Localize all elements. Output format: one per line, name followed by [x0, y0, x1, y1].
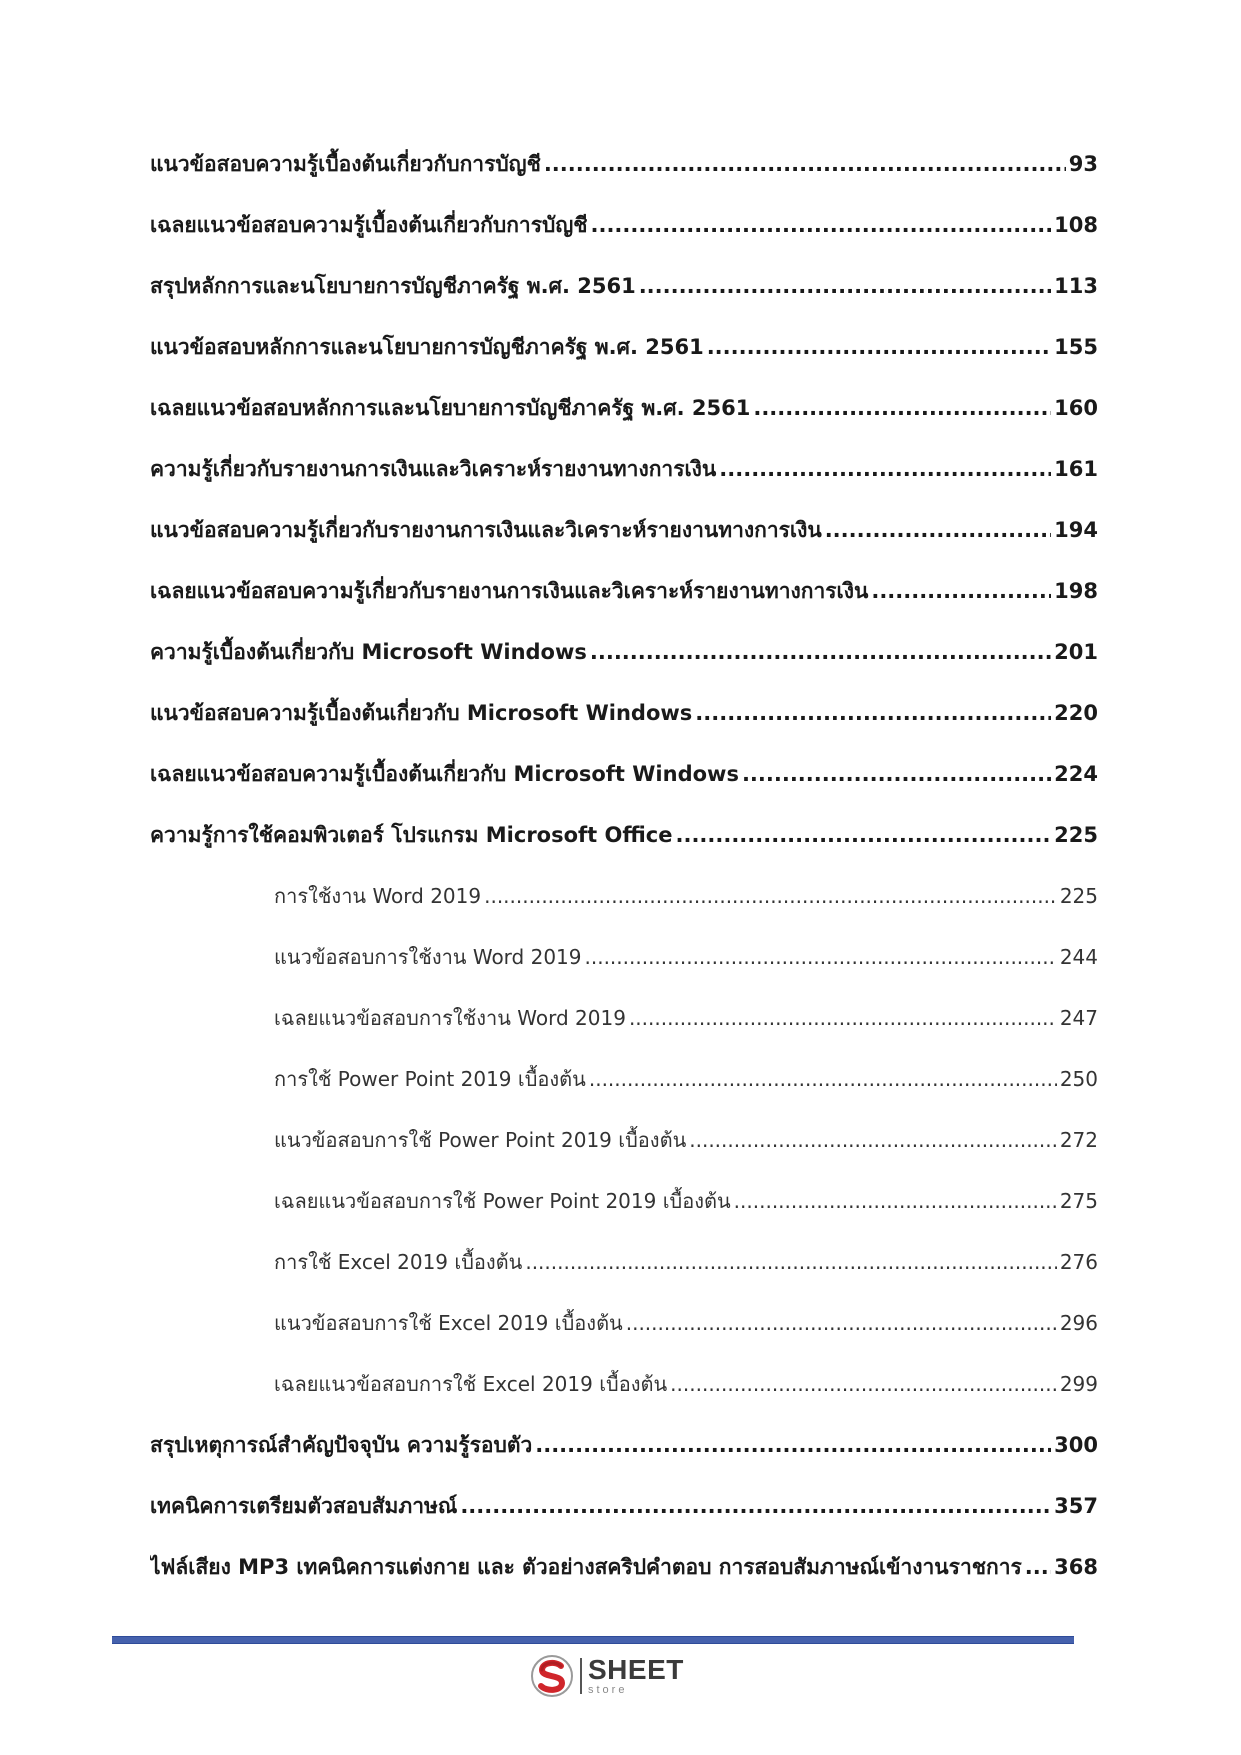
- toc-entry[interactable]: [150, 331, 1098, 392]
- toc-entry-page: 300: [1054, 1433, 1098, 1457]
- sheet-store-logo: [530, 1652, 684, 1700]
- toc-subentry-page: 244: [1059, 945, 1098, 969]
- toc-dot-leader: [719, 457, 1051, 481]
- toc-entry-page: 194: [1054, 518, 1098, 542]
- toc-subentry[interactable]: [150, 880, 1098, 941]
- toc-subentry-page: 225: [1059, 884, 1098, 908]
- toc-entry[interactable]: [150, 1429, 1098, 1490]
- toc-subentry-title: เฉลยแนวข้อสอบการใช้งาน Word 2019: [274, 1006, 626, 1030]
- toc-entry[interactable]: [150, 392, 1098, 453]
- toc-entry[interactable]: [150, 148, 1098, 209]
- toc-subentry[interactable]: [150, 1368, 1098, 1429]
- sheet-store-s-logo-icon: [530, 1654, 574, 1698]
- toc-dot-leader: [670, 1372, 1057, 1396]
- toc-entry-title: ความรู้เบื้องต้นเกี่ยวกับ Microsoft Windows: [150, 640, 587, 664]
- toc-dot-leader: [590, 213, 1051, 237]
- toc-entry[interactable]: [150, 758, 1098, 819]
- toc-dot-leader: [734, 1189, 1057, 1213]
- toc-entry-page: 155: [1054, 335, 1098, 359]
- toc-entry-title: เฉลยแนวข้อสอบความรู้เบื้องต้นเกี่ยวกับ Microsoft Windows: [150, 762, 739, 786]
- toc-entry[interactable]: [150, 819, 1098, 880]
- logo-text: [588, 1656, 684, 1696]
- toc-entry-page: 357: [1054, 1494, 1098, 1518]
- toc-subentry-page: 276: [1059, 1250, 1098, 1274]
- toc-entry-title: ความรู้การใช้คอมพิวเตอร์ โปรแกรม Microsoft Office: [150, 823, 673, 847]
- toc-entry-page: 224: [1054, 762, 1098, 786]
- toc-entry-title: แนวข้อสอบความรู้เบื้องต้นเกี่ยวกับ Microsoft Windows: [150, 701, 693, 725]
- toc-subentry-page: 296: [1059, 1311, 1098, 1335]
- toc-entry-page: 225: [1054, 823, 1098, 847]
- toc-dot-leader: [742, 762, 1051, 786]
- toc-subentry[interactable]: [150, 1246, 1098, 1307]
- toc-entry-title: เฉลยแนวข้อสอบหลักการและนโยบายการบัญชีภาครัฐ พ.ศ. 2561: [150, 396, 751, 420]
- logo-subtext: store: [588, 1684, 628, 1696]
- toc-subentry[interactable]: [150, 1307, 1098, 1368]
- toc-subentry-page: 275: [1059, 1189, 1098, 1213]
- toc-subentry-title: การใช้ Power Point 2019 เบื้องต้น: [274, 1067, 586, 1091]
- toc-subentry[interactable]: [150, 1124, 1098, 1185]
- table-of-contents: [150, 148, 1098, 1612]
- toc-entry-page: 161: [1054, 457, 1098, 481]
- toc-entry-title: สรุปหลักการและนโยบายการบัญชีภาครัฐ พ.ศ. 2561: [150, 274, 636, 298]
- toc-entry[interactable]: [150, 514, 1098, 575]
- toc-entry-title: ไฟล์เสียง MP3 เทคนิคการแต่งกาย และ ตัวอย่างสคริปคำตอบ การสอบสัมภาษณ์เข้างานราชการ: [150, 1555, 1022, 1579]
- toc-entry[interactable]: [150, 575, 1098, 636]
- toc-dot-leader: [825, 518, 1051, 542]
- footer-divider: [112, 1636, 1074, 1644]
- toc-subentry[interactable]: [150, 1002, 1098, 1063]
- toc-subentry[interactable]: [150, 1063, 1098, 1124]
- toc-entry-page: 201: [1054, 640, 1098, 664]
- toc-entry-title: แนวข้อสอบความรู้เบื้องต้นเกี่ยวกับการบัญชี: [150, 152, 541, 176]
- toc-entry[interactable]: [150, 453, 1098, 514]
- toc-entry-title: แนวข้อสอบความรู้เกี่ยวกับรายงานการเงินและวิเคราะห์รายงานทางการเงิน: [150, 518, 822, 542]
- toc-subentry[interactable]: [150, 1185, 1098, 1246]
- toc-entry[interactable]: [150, 270, 1098, 331]
- toc-entry-page: 113: [1054, 274, 1098, 298]
- toc-entry-title: ความรู้เกี่ยวกับรายงานการเงินและวิเคราะห์รายงานทางการเงิน: [150, 457, 717, 481]
- toc-entry-page: 93: [1068, 152, 1098, 176]
- toc-subentry-title: การใช้งาน Word 2019: [274, 884, 482, 908]
- toc-dot-leader: [484, 884, 1057, 908]
- toc-dot-leader: [590, 640, 1051, 664]
- logo-divider: [580, 1658, 582, 1694]
- toc-dot-leader: [460, 1494, 1051, 1518]
- toc-dot-leader: [535, 1433, 1051, 1457]
- toc-dot-leader: [525, 1250, 1056, 1274]
- toc-dot-leader: [695, 701, 1051, 725]
- toc-entry-title: สรุปเหตุการณ์สำคัญปัจจุบัน ความรู้รอบตัว: [150, 1433, 533, 1457]
- toc-entry-title: เทคนิคการเตรียมตัวสอบสัมภาษณ์: [150, 1494, 458, 1518]
- toc-dot-leader: [626, 1311, 1057, 1335]
- toc-entry-title: เฉลยแนวข้อสอบความรู้เกี่ยวกับรายงานการเงินและวิเคราะห์รายงานทางการเงิน: [150, 579, 869, 603]
- toc-dot-leader: [585, 945, 1057, 969]
- toc-entry-page: 220: [1054, 701, 1098, 725]
- toc-entry[interactable]: [150, 1551, 1098, 1612]
- toc-entry-page: 198: [1054, 579, 1098, 603]
- toc-entry[interactable]: [150, 697, 1098, 758]
- toc-dot-leader: [629, 1006, 1057, 1030]
- toc-subentry-title: แนวข้อสอบการใช้ Power Point 2019 เบื้องต้น: [274, 1128, 687, 1152]
- logo-wordmark: SHEET: [588, 1654, 684, 1685]
- toc-entry[interactable]: [150, 209, 1098, 270]
- toc-subentry-page: 299: [1059, 1372, 1098, 1396]
- toc-dot-leader: [639, 274, 1051, 298]
- toc-entry-page: 368: [1054, 1555, 1098, 1579]
- toc-dot-leader: [589, 1067, 1057, 1091]
- toc-dot-leader: [544, 152, 1066, 176]
- toc-entry[interactable]: [150, 1490, 1098, 1551]
- toc-entry-page: 108: [1054, 213, 1098, 237]
- toc-dot-leader: [753, 396, 1051, 420]
- toc-subentry-title: การใช้ Excel 2019 เบื้องต้น: [274, 1250, 523, 1274]
- toc-entry[interactable]: [150, 636, 1098, 697]
- toc-subentry-title: แนวข้อสอบการใช้ Excel 2019 เบื้องต้น: [274, 1311, 623, 1335]
- toc-entry-title: เฉลยแนวข้อสอบความรู้เบื้องต้นเกี่ยวกับการบัญชี: [150, 213, 588, 237]
- toc-subentry[interactable]: [150, 941, 1098, 1002]
- toc-subentry-title: เฉลยแนวข้อสอบการใช้ Excel 2019 เบื้องต้น: [274, 1372, 668, 1396]
- toc-dot-leader: [689, 1128, 1057, 1152]
- toc-dot-leader: [675, 823, 1051, 847]
- toc-entry-page: 160: [1054, 396, 1098, 420]
- toc-dot-leader: [871, 579, 1051, 603]
- toc-subentry-page: 272: [1059, 1128, 1098, 1152]
- toc-subentry-title: เฉลยแนวข้อสอบการใช้ Power Point 2019 เบื้องต้น: [274, 1189, 731, 1213]
- toc-subentry-page: 247: [1059, 1006, 1098, 1030]
- toc-dot-leader: [707, 335, 1051, 359]
- toc-dot-leader: [1025, 1555, 1051, 1579]
- toc-subentry-page: 250: [1059, 1067, 1098, 1091]
- toc-entry-title: แนวข้อสอบหลักการและนโยบายการบัญชีภาครัฐ พ.ศ. 2561: [150, 335, 704, 359]
- toc-subentry-title: แนวข้อสอบการใช้งาน Word 2019: [274, 945, 582, 969]
